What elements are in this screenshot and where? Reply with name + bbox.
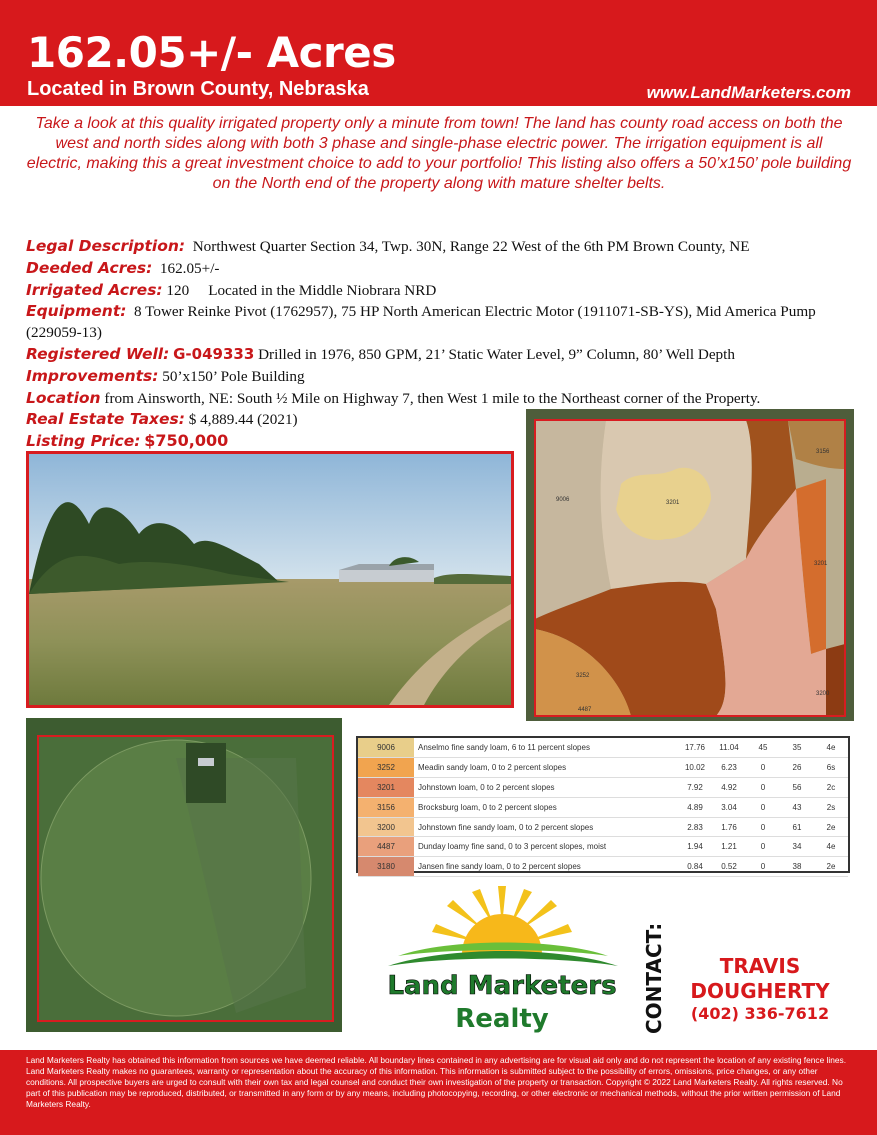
irrigated-acres-row bbox=[26, 280, 866, 302]
soil-map-label: 4487 bbox=[578, 707, 592, 713]
soil-percent-cell: 0.52 bbox=[712, 857, 746, 877]
soil-table-row bbox=[358, 757, 848, 777]
soil-value1-cell: 0 bbox=[746, 857, 780, 877]
equipment-label: Equipment: bbox=[26, 302, 127, 321]
improvements-row bbox=[26, 366, 866, 388]
logo-name-line1: Land Marketers bbox=[387, 971, 617, 1001]
soil-table-row bbox=[358, 857, 848, 877]
registered-well-id: G-049333 bbox=[173, 344, 255, 363]
soil-value2-cell: 61 bbox=[780, 817, 814, 837]
soil-map-label: 3201 bbox=[814, 561, 828, 567]
soil-code-cell: 3180 bbox=[358, 857, 414, 877]
soil-class-cell: 4e bbox=[814, 837, 848, 857]
logo-name-line2: Realty bbox=[455, 1004, 549, 1034]
soil-map-label: 9006 bbox=[556, 497, 570, 503]
page-subtitle: Located in Brown County, Nebraska bbox=[27, 78, 369, 100]
listing-price-label: Listing Price: bbox=[26, 432, 141, 451]
soil-table-row bbox=[358, 837, 848, 857]
deeded-acres-label: Deeded Acres: bbox=[26, 258, 153, 277]
soil-table bbox=[356, 736, 850, 873]
irrigated-acres-label: Irrigated Acres: bbox=[26, 280, 163, 299]
improvements-value: 50’x150’ Pole Building bbox=[162, 367, 305, 385]
soil-code-cell: 3200 bbox=[358, 817, 414, 837]
soil-table-grid bbox=[358, 738, 848, 877]
soil-percent-cell: 1.21 bbox=[712, 837, 746, 857]
soil-acres-cell: 10.02 bbox=[678, 757, 712, 777]
soil-map-label: 3201 bbox=[666, 500, 680, 506]
registered-well-value: Drilled in 1976, 850 GPM, 21’ Static Water Level, 9” Column, 80’ Well Depth bbox=[258, 345, 735, 363]
soil-value1-cell: 45 bbox=[746, 738, 780, 757]
property-photo bbox=[26, 451, 514, 708]
soil-value2-cell: 38 bbox=[780, 857, 814, 877]
soil-acres-cell: 0.84 bbox=[678, 857, 712, 877]
soil-value2-cell: 26 bbox=[780, 757, 814, 777]
soil-code-cell: 3201 bbox=[358, 777, 414, 797]
soil-value2-cell: 56 bbox=[780, 777, 814, 797]
legal-description-row bbox=[26, 236, 866, 258]
soil-acres-cell: 4.89 bbox=[678, 797, 712, 817]
soil-map bbox=[526, 409, 854, 721]
disclaimer-text: Land Marketers Realty has obtained this information from sources we have deemed reliable. All boundary lines contained in any advertising are for visual aid only and do not represent the location of any existing fence lines. Land Marketers Realty makes no guarantees, warranty or representation about the accuracy of this information. This information is submitted subject to the possibility of errors, omissions, price changes, or any other conditions. All prospective buyers are urged to consult with their own tax and legal counsel and conduct their own investigation of the property or transaction. Copyright © 2022 Land Marketers Realty. All rights reserved. No part of this publication may be reproduced, distributed, or transmitted in any form or by any means, including photocopying, recording, or other electronic or mechanical methods, without the prior written permission of Land Marketers Realty. bbox=[26, 1055, 847, 1109]
aerial-photo bbox=[26, 718, 342, 1032]
soil-value1-cell: 0 bbox=[746, 757, 780, 777]
intro-paragraph: Take a look at this quality irrigated property only a minute from town! The land has county road access on both the west and north sides along with both 3 phase and single-phase electric power. The irrigation equipment is all electric, making this a great investment choice to add to your portfolio! This listing also offers a 50’x150’ pole building on the North end of the property along with mature shelter belts. bbox=[26, 115, 852, 192]
property-photo-image bbox=[29, 454, 511, 705]
soil-acres-cell: 17.76 bbox=[678, 738, 712, 757]
location-label: Location bbox=[26, 388, 101, 407]
improvements-label: Improvements: bbox=[26, 366, 159, 385]
soil-description-cell: Johnstown loam, 0 to 2 percent slopes bbox=[414, 777, 678, 797]
contact-label: CONTACT: bbox=[642, 922, 666, 1034]
agent-phone[interactable]: (402) 336-7612 bbox=[690, 1004, 830, 1023]
irrigated-acres-value: 120 Located in the Middle Niobrara NRD bbox=[166, 281, 437, 299]
agent-name: TRAVIS DOUGHERTY bbox=[690, 954, 830, 1003]
soil-table-row bbox=[358, 797, 848, 817]
soil-class-cell: 4e bbox=[814, 738, 848, 757]
legal-description-value: Northwest Quarter Section 34, Twp. 30N, Range 22 West of the 6th PM Brown County, NE bbox=[192, 238, 750, 255]
soil-percent-cell: 3.04 bbox=[712, 797, 746, 817]
soil-value2-cell: 43 bbox=[780, 797, 814, 817]
aerial-photo-image bbox=[26, 718, 342, 1032]
soil-acres-cell: 7.92 bbox=[678, 777, 712, 797]
soil-class-cell: 2e bbox=[814, 817, 848, 837]
soil-class-cell: 2e bbox=[814, 857, 848, 877]
soil-table-row bbox=[358, 817, 848, 837]
soil-description-cell: Brocksburg loam, 0 to 2 percent slopes bbox=[414, 797, 678, 817]
soil-description-cell: Johnstown fine sandy loam, 0 to 2 percent slopes bbox=[414, 817, 678, 837]
soil-percent-cell: 4.92 bbox=[712, 777, 746, 797]
soil-code-cell: 9006 bbox=[358, 738, 414, 757]
website-link[interactable]: www.LandMarketers.com bbox=[646, 83, 851, 102]
soil-map-label: 3200 bbox=[816, 691, 830, 697]
soil-acres-cell: 2.83 bbox=[678, 817, 712, 837]
soil-class-cell: 2s bbox=[814, 797, 848, 817]
registered-well-label: Registered Well: bbox=[26, 344, 170, 363]
soil-percent-cell: 6.23 bbox=[712, 757, 746, 777]
soil-value2-cell: 35 bbox=[780, 738, 814, 757]
soil-map-label: 3252 bbox=[576, 673, 590, 679]
soil-table-row bbox=[358, 738, 848, 757]
soil-percent-cell: 1.76 bbox=[712, 817, 746, 837]
soil-code-cell: 4487 bbox=[358, 837, 414, 857]
soil-value1-cell: 0 bbox=[746, 817, 780, 837]
soil-class-cell: 2c bbox=[814, 777, 848, 797]
sun-logo-icon bbox=[368, 876, 636, 1036]
soil-code-cell: 3156 bbox=[358, 797, 414, 817]
location-row bbox=[26, 388, 866, 410]
page-title: 162.05+/- Acres bbox=[27, 28, 396, 77]
soil-map-label: 3156 bbox=[816, 449, 830, 455]
soil-description-cell: Dunday loamy fine sand, 0 to 3 percent slopes, moist bbox=[414, 837, 678, 857]
soil-description-cell: Jansen fine sandy loam, 0 to 2 percent slopes bbox=[414, 857, 678, 877]
soil-code-cell: 3252 bbox=[358, 757, 414, 777]
equipment-value: 8 Tower Reinke Pivot (1762957), 75 HP North American Electric Motor (1911071-SB-YS), Mid America Pump (229059-13) bbox=[26, 303, 816, 342]
equipment-row bbox=[26, 301, 866, 344]
soil-class-cell: 6s bbox=[814, 757, 848, 777]
location-value: from Ainsworth, NE: South ½ Mile on Highway 7, then West 1 mile to the Northeast corner of the Property. bbox=[104, 389, 761, 407]
soil-table-row bbox=[358, 777, 848, 797]
soil-map-image bbox=[526, 409, 854, 721]
company-logo bbox=[368, 876, 636, 1036]
taxes-value: $ 4,889.44 (2021) bbox=[188, 411, 298, 429]
soil-percent-cell: 11.04 bbox=[712, 738, 746, 757]
legal-description-label: Legal Description: bbox=[26, 237, 186, 255]
soil-value1-cell: 0 bbox=[746, 837, 780, 857]
soil-value1-cell: 0 bbox=[746, 777, 780, 797]
taxes-label: Real Estate Taxes: bbox=[26, 410, 185, 429]
soil-description-cell: Meadin sandy loam, 0 to 2 percent slopes bbox=[414, 757, 678, 777]
header-banner bbox=[0, 0, 877, 106]
deeded-acres-value: 162.05+/- bbox=[159, 259, 220, 277]
soil-value1-cell: 0 bbox=[746, 797, 780, 817]
listing-price-value: $750,000 bbox=[144, 431, 229, 451]
soil-acres-cell: 1.94 bbox=[678, 837, 712, 857]
soil-value2-cell: 34 bbox=[780, 837, 814, 857]
deeded-acres-row bbox=[26, 258, 866, 280]
registered-well-row bbox=[26, 344, 866, 366]
soil-description-cell: Anselmo fine sandy loam, 6 to 11 percent slopes bbox=[414, 738, 678, 757]
